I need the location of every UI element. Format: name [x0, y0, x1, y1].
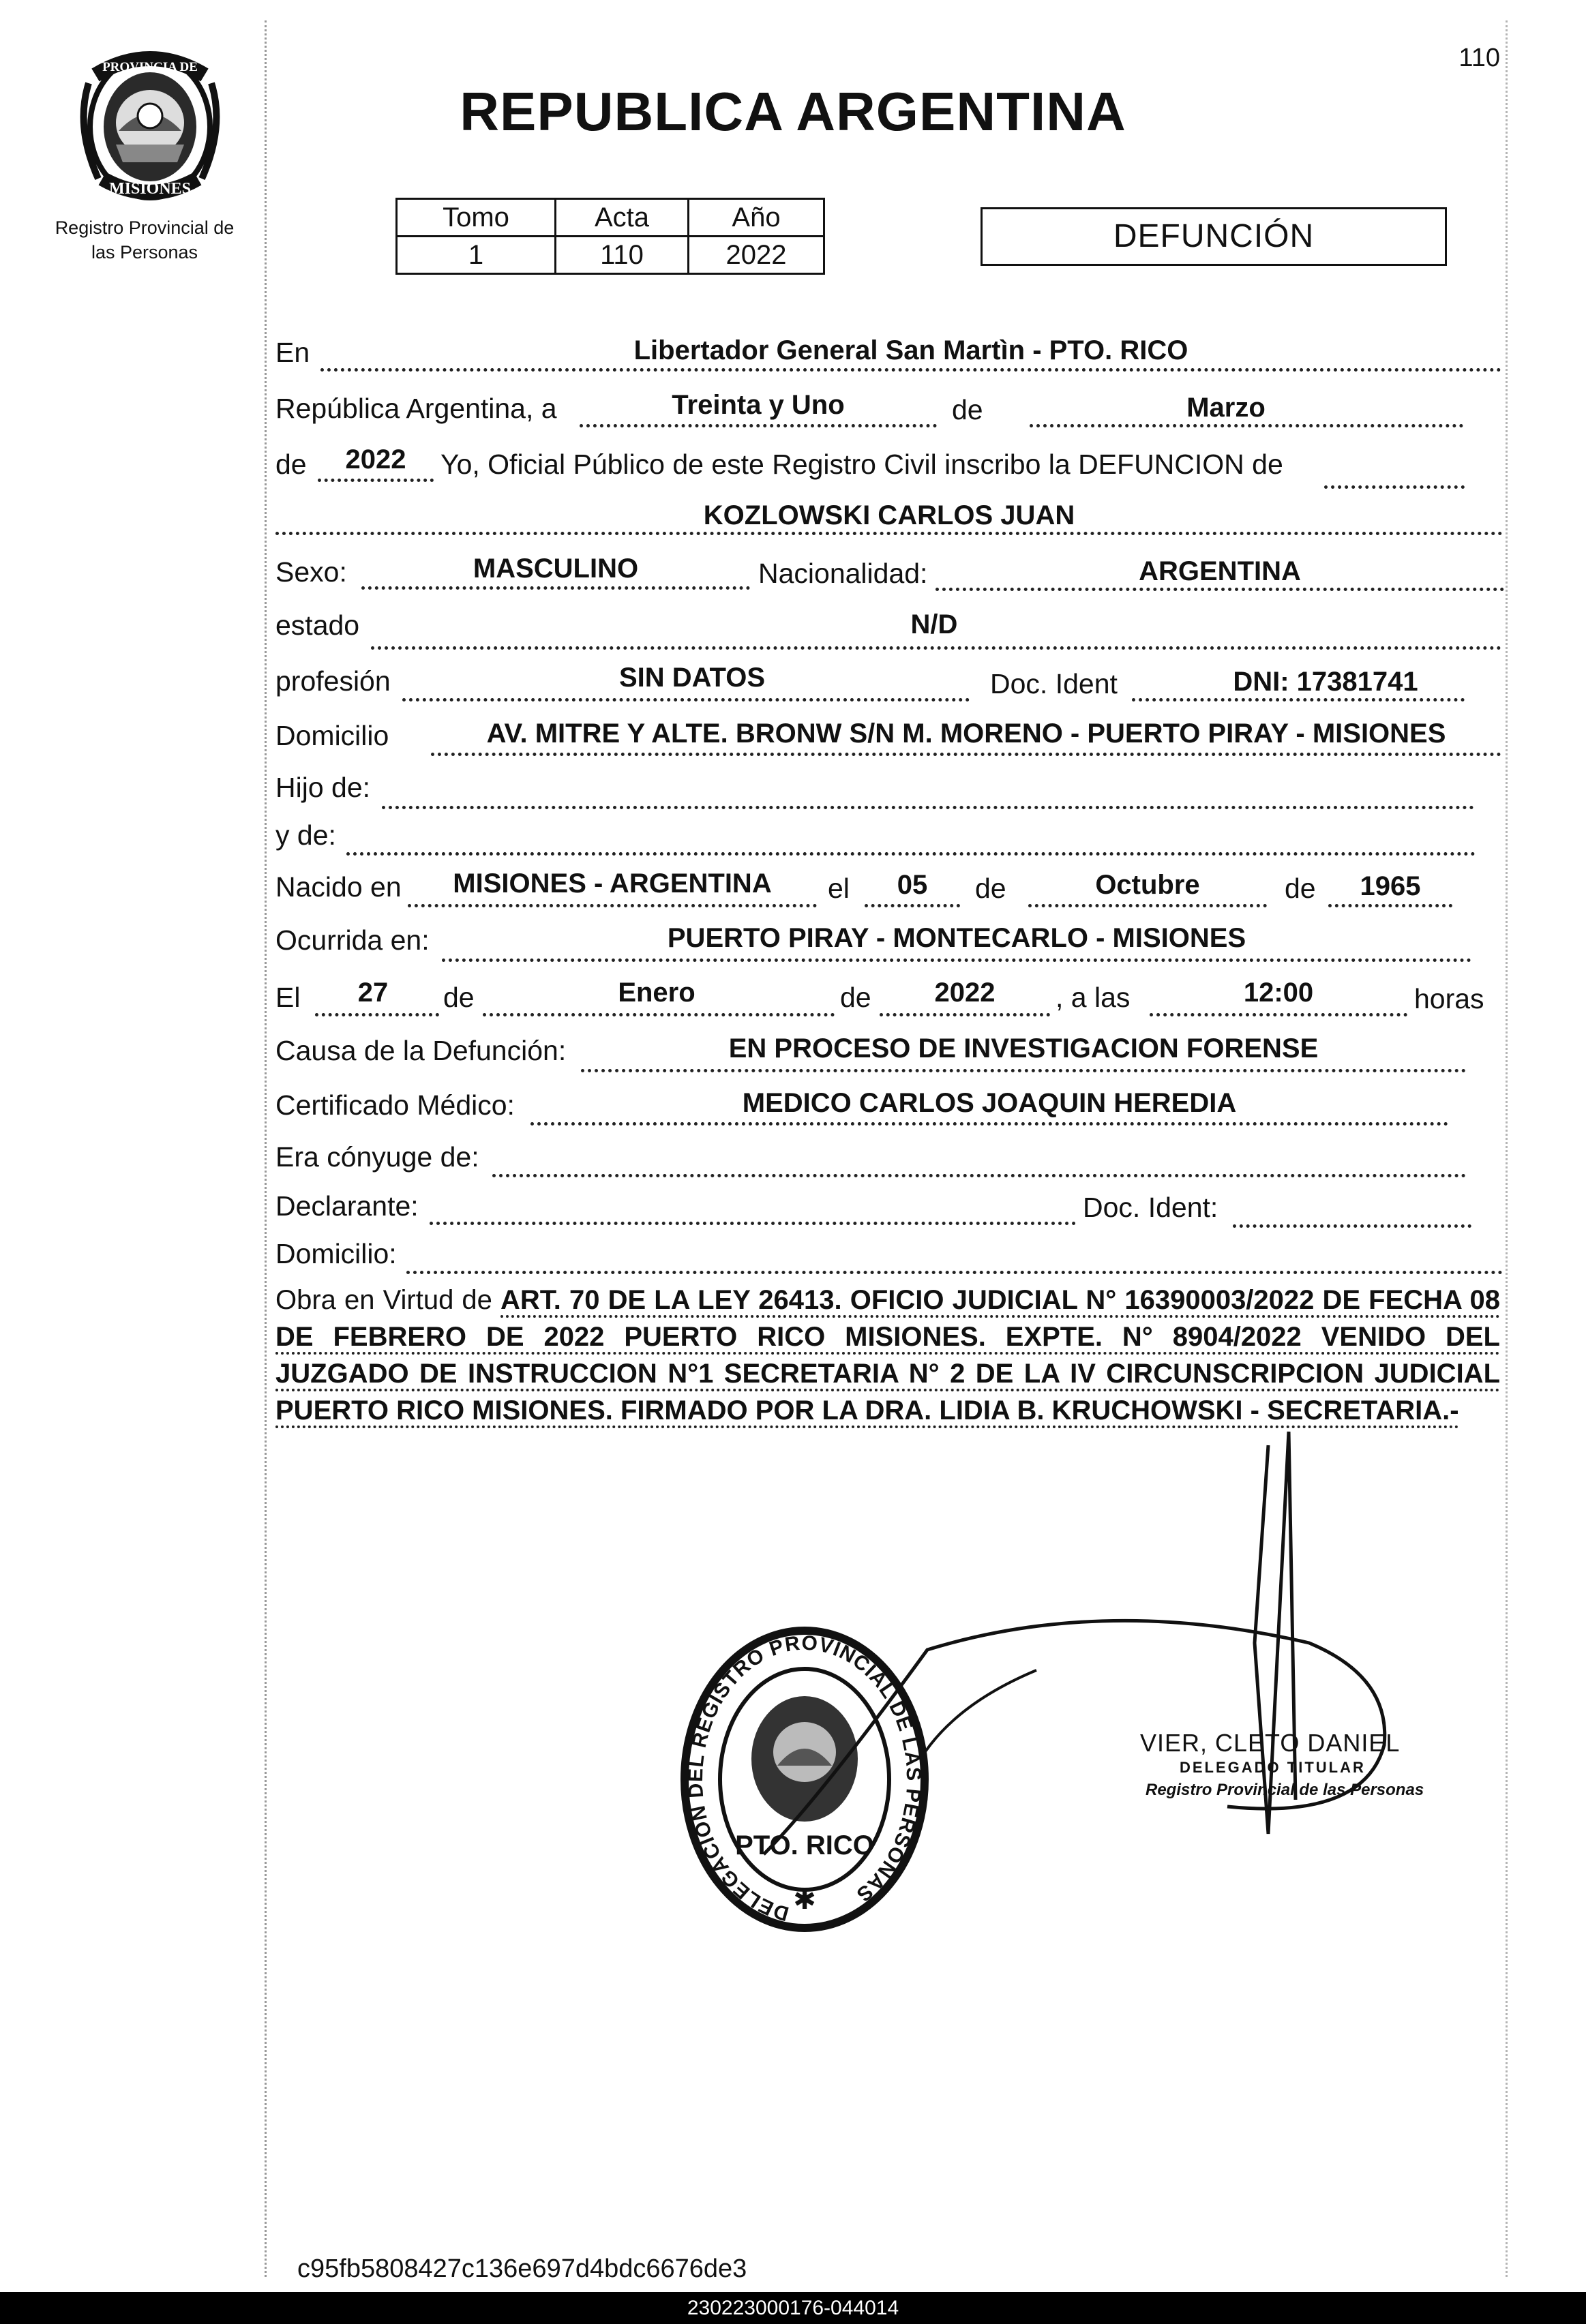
profesion-value: SIN DATOS — [618, 663, 766, 693]
svg-text:PROVINCIA DE: PROVINCIA DE — [102, 60, 198, 74]
dotted-line — [402, 698, 970, 701]
nac-anio-value: 1965 — [1360, 871, 1421, 901]
dotted-line — [275, 532, 1503, 535]
dotted-line — [1132, 698, 1465, 701]
de-label: de — [975, 873, 1006, 904]
de-label: de — [275, 449, 307, 480]
dotted-line — [346, 852, 1476, 856]
registry-name: Registro Provincial de las Personas — [55, 217, 235, 262]
dotted-line — [530, 1122, 1448, 1126]
svg-text:✱: ✱ — [793, 1884, 816, 1916]
dotted-line — [371, 646, 1501, 650]
stamp-center-text: PTO. RICO — [735, 1830, 874, 1860]
nacionalidad-value: ARGENTINA — [1139, 556, 1301, 586]
estado-value: N/D — [910, 609, 958, 639]
doc-ident2-label: Doc. Ident: — [1083, 1192, 1218, 1223]
causa-label: Causa de la Defunción: — [275, 1035, 567, 1066]
page-number: 110 — [1458, 44, 1500, 72]
barcode-text: 230223000176-044014 — [687, 2297, 899, 2319]
anio-header: Año — [689, 199, 824, 237]
dotted-line — [361, 586, 750, 590]
obra-text: ART. 70 DE LA LEY 26413. OFICIO JUDICIAL N° 16390003/2022 DE FECHA 08 DE FEBRERO DE 2022 PUERTO RICO MISIONES. EXPTE. N° 8904/2022 VENIDO DEL JUZGADO DE INSTRUCCION N°1 SECRETARIA N° 2 DE LA IV CIRCUNSCRIPCION JUDICIAL PUERTO RICO MISIONES. FIRMADO POR LA DRA. LIDIA B. KRUCHOWSKI - SECRETARIA.- — [275, 1285, 1500, 1428]
right-margin-rule — [1506, 20, 1508, 2277]
svg-text:MISIONES: MISIONES — [108, 180, 192, 198]
de-label: de — [1285, 873, 1316, 904]
alas-label: , a las — [1056, 982, 1131, 1013]
tomo-header: Tomo — [397, 199, 556, 237]
footer-bar — [0, 2292, 1586, 2324]
horas-label: horas — [1414, 983, 1484, 1014]
def-anio-value: 2022 — [934, 978, 996, 1008]
def-dia-value: 27 — [357, 978, 389, 1008]
nacido-en-value: MISIONES - ARGENTINA — [453, 869, 772, 899]
signatory-name: VIER, CLETO DANIEL — [1140, 1729, 1401, 1757]
obra-label: Obra en Virtud de — [275, 1285, 492, 1315]
dotted-line — [1324, 485, 1465, 489]
dotted-line — [315, 1013, 439, 1016]
acta-header: Acta — [556, 199, 689, 237]
domicilio2-label: Domicilio: — [275, 1238, 397, 1269]
dotted-line — [865, 904, 960, 907]
dotted-line — [1328, 904, 1452, 907]
dotted-line — [318, 479, 434, 482]
dotted-line — [492, 1174, 1466, 1177]
tomo-value: 1 — [397, 237, 556, 274]
doc-ident-value: DNI: 17381741 — [1233, 667, 1418, 697]
anio-inscripcion-value: 2022 — [345, 444, 406, 474]
lugar-value: Libertador General San Martìn - PTO. RICO — [633, 335, 1188, 365]
obra-paragraph — [275, 1282, 1500, 1429]
signatory-title: DELEGADO TITULAR — [1180, 1759, 1366, 1776]
nacionalidad-label: Nacionalidad: — [758, 558, 928, 589]
left-margin-rule — [265, 20, 267, 2277]
dotted-line — [1150, 1013, 1407, 1016]
sexo-label: Sexo: — [275, 556, 347, 588]
de-label: de — [443, 982, 475, 1013]
hijo-label: Hijo de: — [275, 772, 371, 803]
el-label: el — [828, 873, 850, 904]
document-title: REPUBLICA ARGENTINA — [460, 81, 1126, 142]
de-label: de — [840, 982, 871, 1013]
record-table — [395, 198, 825, 275]
doc-ident-label: Doc. Ident — [990, 668, 1118, 699]
yo-text: Yo, Oficial Público de este Registro Civil inscribo la DEFUNCION de — [440, 449, 1283, 480]
dotted-line — [408, 904, 817, 907]
yde-label: y de: — [275, 819, 336, 851]
mes-inscripcion-value: Marzo — [1186, 393, 1266, 423]
dotted-line — [936, 588, 1504, 591]
estado-label: estado — [275, 609, 360, 641]
nac-dia-value: 05 — [897, 870, 928, 900]
fallecido-value: KOZLOWSKI CARLOS JUAN — [703, 500, 1075, 530]
domicilio-value: AV. MITRE Y ALTE. BRONW S/N M. MORENO - PUERTO PIRAY - MISIONES — [486, 719, 1446, 749]
dotted-line — [880, 1013, 1050, 1016]
profesion-label: profesión — [275, 665, 391, 697]
de-label: de — [952, 394, 983, 425]
dotted-line — [320, 368, 1501, 372]
conyuge-label: Era cónyuge de: — [275, 1141, 479, 1173]
ocurrida-en-value: PUERTO PIRAY - MONTECARLO - MISIONES — [667, 923, 1246, 953]
handwritten-signature — [750, 1418, 1432, 1909]
certificado-value: MEDICO CARLOS JOAQUIN HEREDIA — [742, 1088, 1237, 1118]
dotted-line — [1233, 1224, 1471, 1228]
dotted-line — [442, 959, 1471, 962]
dia-inscripcion-value: Treinta y Uno — [672, 390, 845, 420]
dotted-line — [483, 1013, 835, 1016]
def-hora-value: 12:00 — [1243, 978, 1314, 1008]
ocurrida-label: Ocurrida en: — [275, 924, 430, 956]
dotted-line — [382, 806, 1474, 809]
dotted-line — [431, 753, 1501, 756]
dotted-line — [580, 424, 937, 427]
declarante-label: Declarante: — [275, 1190, 419, 1222]
domicilio-label: Domicilio — [275, 720, 389, 751]
dotted-line — [406, 1271, 1503, 1274]
svg-text:DELEGACION DEL REGISTRO PROVIN: DELEGACION DEL REGISTRO PROVINCIAL DE LAS PERSONAS — [684, 1631, 925, 1925]
dotted-line — [1028, 904, 1267, 907]
certificado-label: Certificado Médico: — [275, 1089, 515, 1121]
dotted-line — [1030, 424, 1463, 427]
anio-value: 2022 — [689, 237, 824, 274]
dotted-line — [430, 1222, 1076, 1225]
causa-value: EN PROCESO DE INVESTIGACION FORENSE — [728, 1033, 1319, 1063]
signatory-office: Registro Provincial de las Personas — [1146, 1781, 1424, 1799]
doc-type-box: DEFUNCIÓN — [981, 207, 1447, 266]
def-mes-value: Enero — [618, 978, 695, 1008]
nacido-label: Nacido en — [275, 871, 402, 903]
republica-label: República Argentina, a — [275, 393, 557, 424]
acta-value: 110 — [556, 237, 689, 274]
en-label: En — [275, 337, 310, 368]
el2-label: El — [275, 982, 301, 1013]
sexo-value: MASCULINO — [473, 554, 639, 584]
document-hash: c95fb5808427c136e697d4bdc6676de3 — [297, 2254, 747, 2283]
nac-mes-value: Octubre — [1095, 870, 1200, 900]
dotted-line — [581, 1069, 1466, 1072]
